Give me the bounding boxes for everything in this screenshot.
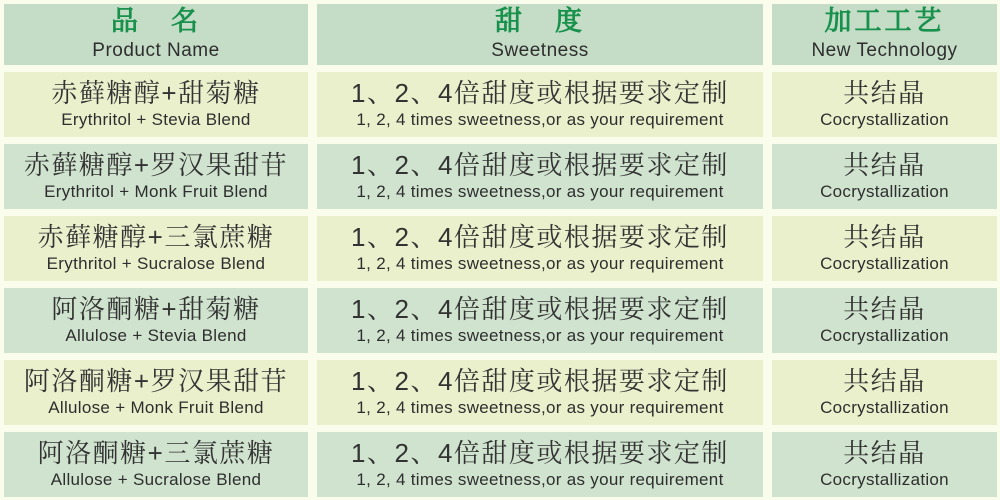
technology-zh: 共结晶	[843, 437, 926, 468]
product-name-en: Allulose + Sucralose Blend	[50, 470, 262, 490]
sweetness-zh: 1、2、4倍甜度或根据要求定制	[351, 221, 729, 252]
technology-zh: 共结晶	[843, 149, 926, 180]
product-name-zh: 赤藓糖醇+罗汉果甜苷	[23, 149, 289, 180]
product-name-en: Erythritol + Sucralose Blend	[46, 254, 266, 274]
sweetness-en: 1, 2, 4 times sweetness,or as your requirement	[356, 254, 724, 274]
header-technology-en: New Technology	[811, 39, 958, 61]
product-name-zh: 阿洛酮糖+罗汉果甜苷	[23, 365, 289, 396]
technology-en: Cocrystallization	[820, 398, 949, 418]
header-product-name-zh: 品 名	[111, 6, 201, 37]
product-name-zh: 赤藓糖醇+三氯蔗糖	[37, 221, 275, 252]
technology-cell	[772, 144, 997, 209]
header-sweetness-zh: 甜 度	[495, 6, 585, 37]
sweetness-zh: 1、2、4倍甜度或根据要求定制	[351, 437, 729, 468]
product-name-zh: 赤藓糖醇+甜菊糖	[51, 77, 261, 108]
sweetness-en: 1, 2, 4 times sweetness,or as your requirement	[356, 470, 724, 490]
product-spec-table	[4, 4, 997, 497]
sweetness-cell	[317, 360, 763, 425]
header-product-name-en: Product Name	[92, 39, 220, 61]
product-name-cell	[4, 360, 308, 425]
sweetness-zh: 1、2、4倍甜度或根据要求定制	[351, 293, 729, 324]
sweetness-zh: 1、2、4倍甜度或根据要求定制	[351, 365, 729, 396]
technology-en: Cocrystallization	[820, 110, 949, 130]
sweetness-zh: 1、2、4倍甜度或根据要求定制	[351, 149, 729, 180]
product-name-zh: 阿洛酮糖+三氯蔗糖	[37, 437, 275, 468]
header-sweetness-en: Sweetness	[491, 39, 589, 61]
technology-en: Cocrystallization	[820, 182, 949, 202]
product-name-en: Erythritol + Monk Fruit Blend	[44, 182, 268, 202]
technology-cell	[772, 432, 997, 497]
header-cell-sweetness	[317, 4, 763, 65]
technology-zh: 共结晶	[843, 365, 926, 396]
sweetness-cell	[317, 432, 763, 497]
header-technology-zh: 加工工艺	[824, 6, 945, 37]
product-name-zh: 阿洛酮糖+甜菊糖	[51, 293, 261, 324]
sweetness-en: 1, 2, 4 times sweetness,or as your requirement	[356, 182, 724, 202]
sweetness-en: 1, 2, 4 times sweetness,or as your requirement	[356, 110, 724, 130]
technology-cell	[772, 360, 997, 425]
technology-en: Cocrystallization	[820, 254, 949, 274]
product-name-cell	[4, 288, 308, 353]
technology-zh: 共结晶	[843, 77, 926, 108]
product-name-cell	[4, 432, 308, 497]
product-name-cell	[4, 72, 308, 137]
product-name-en: Allulose + Stevia Blend	[65, 326, 247, 346]
sweetness-en: 1, 2, 4 times sweetness,or as your requirement	[356, 398, 724, 418]
product-name-cell	[4, 144, 308, 209]
technology-zh: 共结晶	[843, 293, 926, 324]
technology-zh: 共结晶	[843, 221, 926, 252]
technology-cell	[772, 288, 997, 353]
product-name-cell	[4, 216, 308, 281]
sweetness-cell	[317, 216, 763, 281]
header-cell-product-name	[4, 4, 308, 65]
product-name-en: Erythritol + Stevia Blend	[61, 110, 251, 130]
technology-cell	[772, 216, 997, 281]
technology-en: Cocrystallization	[820, 326, 949, 346]
technology-en: Cocrystallization	[820, 470, 949, 490]
product-name-en: Allulose + Monk Fruit Blend	[48, 398, 264, 418]
sweetness-en: 1, 2, 4 times sweetness,or as your requirement	[356, 326, 724, 346]
technology-cell	[772, 72, 997, 137]
header-cell-technology	[772, 4, 997, 65]
sweetness-zh: 1、2、4倍甜度或根据要求定制	[351, 77, 729, 108]
sweetness-cell	[317, 72, 763, 137]
sweetness-cell	[317, 144, 763, 209]
sweetness-cell	[317, 288, 763, 353]
